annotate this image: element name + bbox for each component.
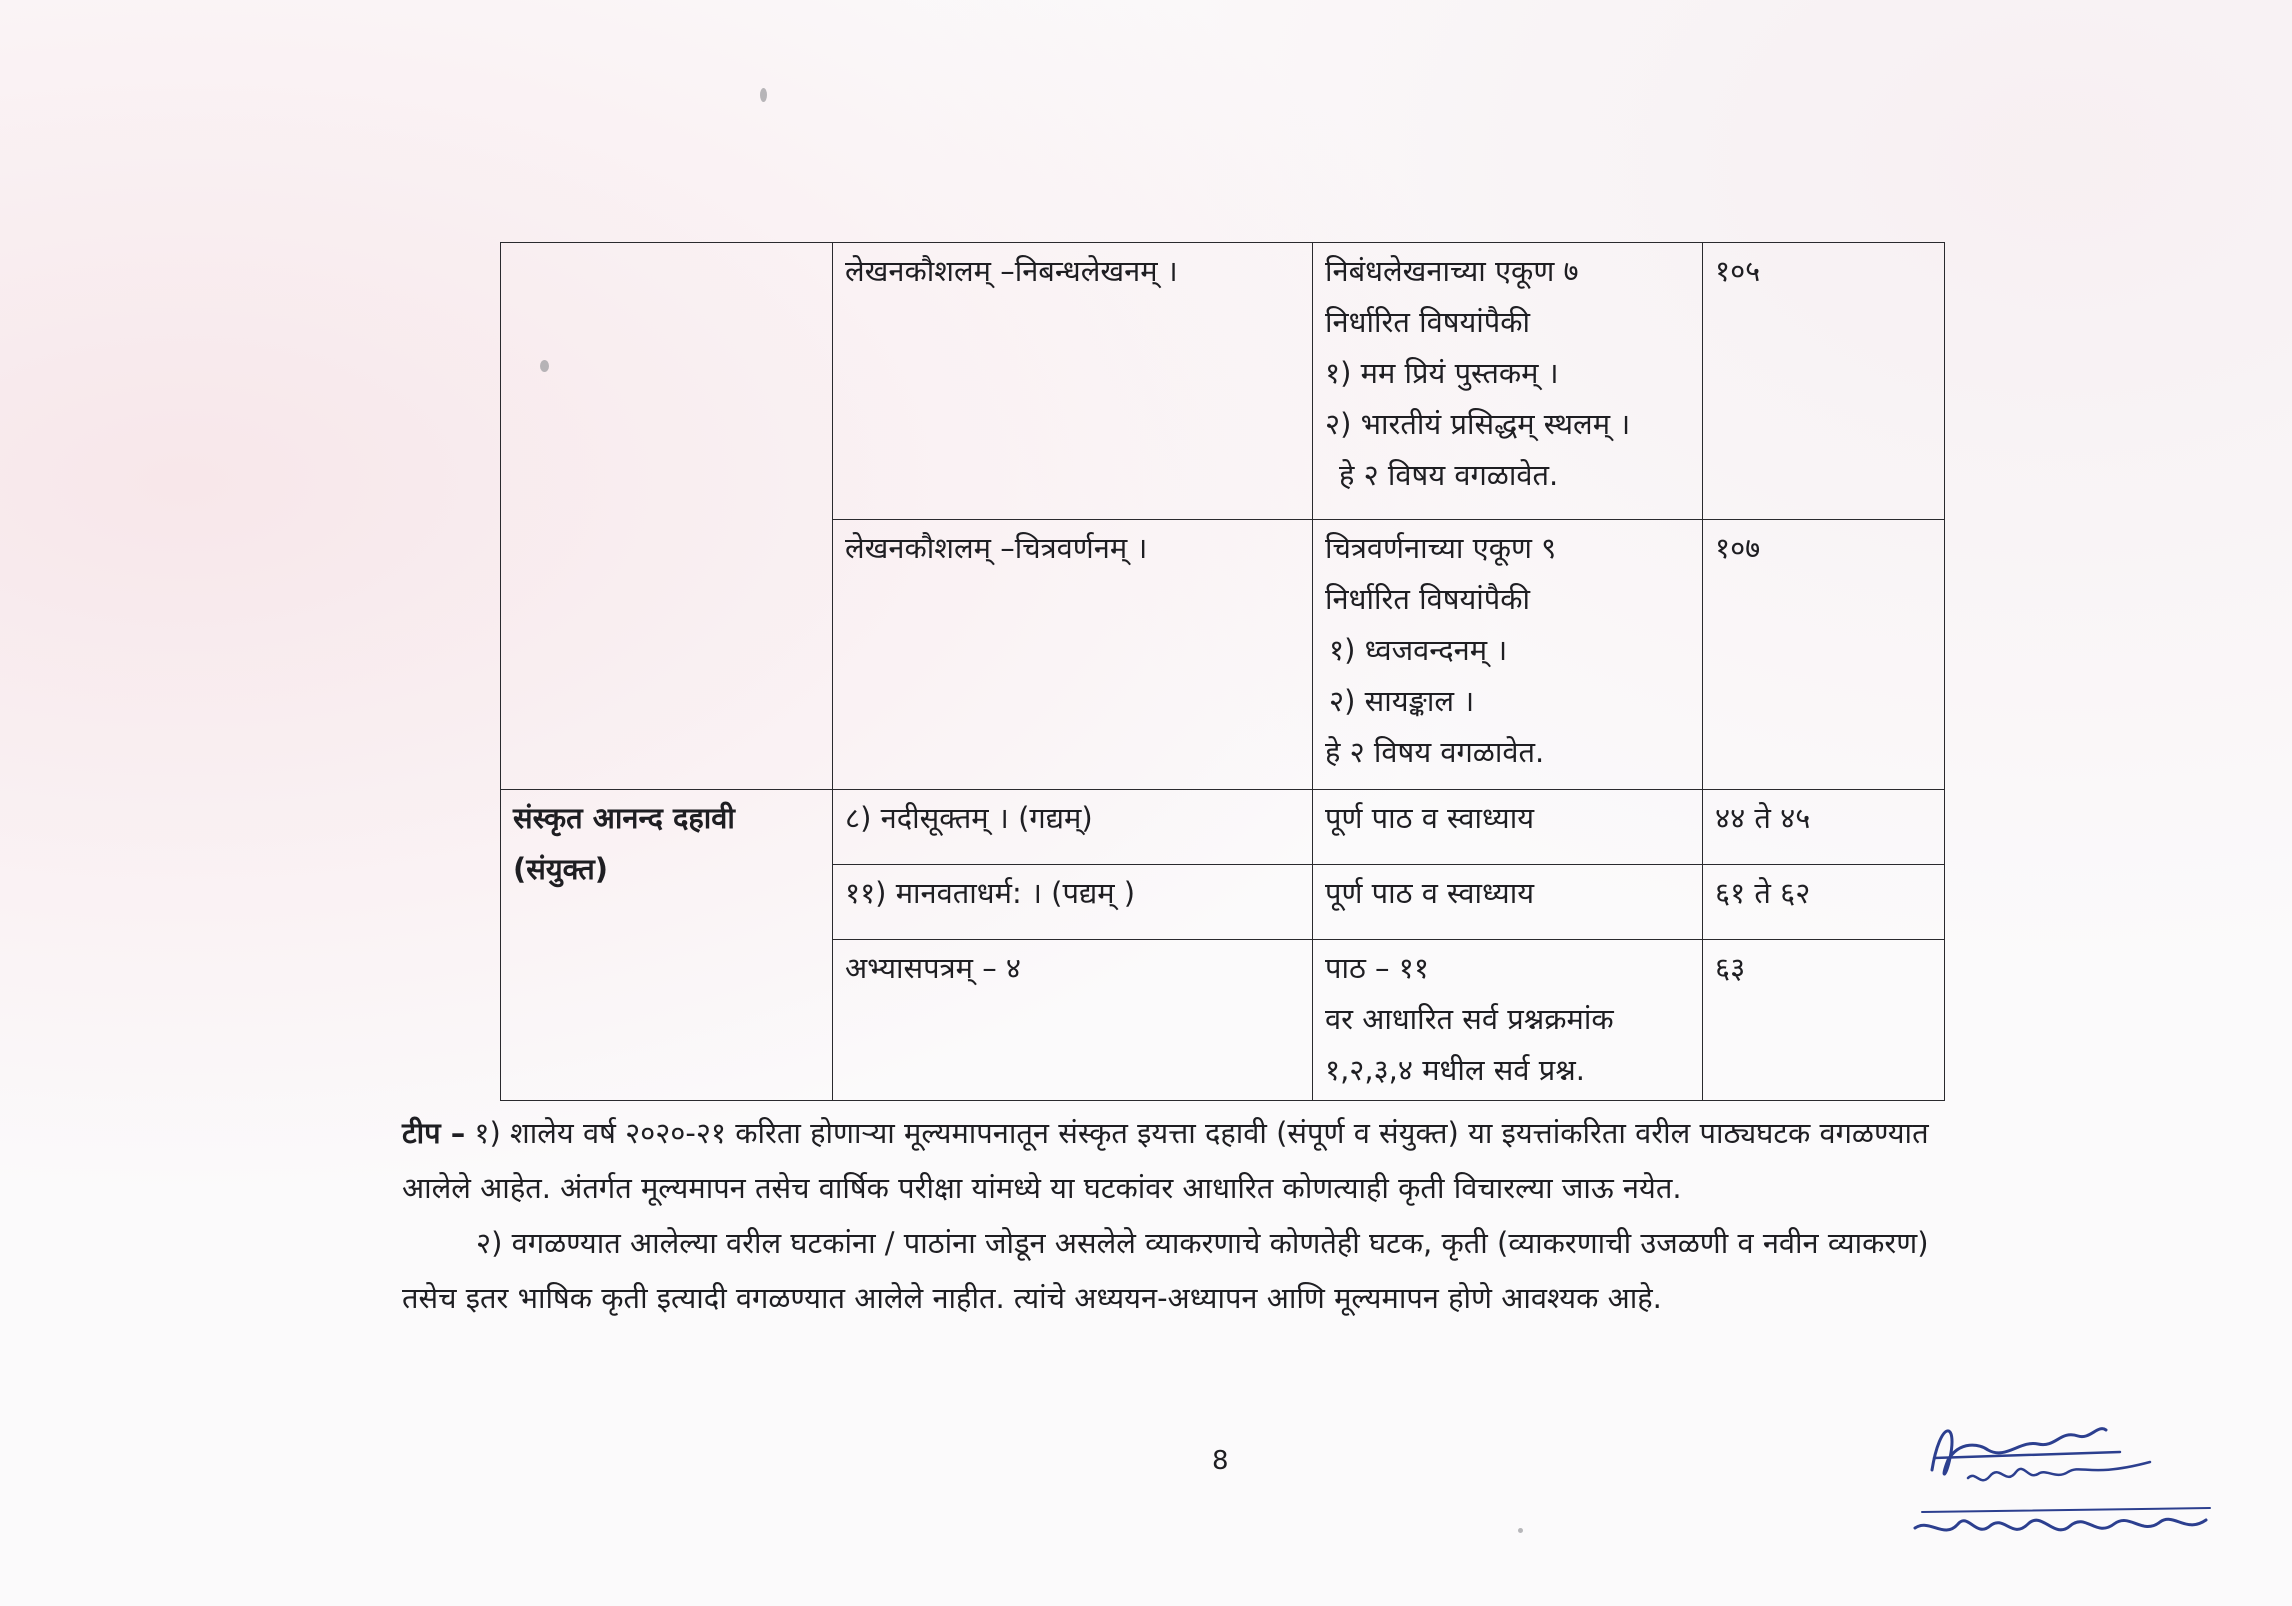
page-no-text: ६३ [1715,951,1746,985]
note-text: तसेच इतर भाषिक कृती इत्यादी वगळण्यात आलेले नाहीत. त्यांचे अध्ययन-अध्यापन आणि मूल्यमापन होणे आवश्यक आहे. [402,1281,1662,1315]
page-no-text: १०७ [1715,531,1761,565]
omitted-syllabus-table [500,242,1945,1101]
note-text: २) वगळण्यात आलेल्या वरील घटकांना / पाठांना जोडून असलेले व्याकरणाचे कोणतेही घटक, कृती (व्याकरणाची उजळणी व नवीन व्याकरण) [476,1226,1929,1260]
note-line [402,1216,2216,1271]
book-title-line: (संयुक्त) [513,852,609,886]
table-row [501,790,1945,865]
omitted-part-line: पूर्ण पाठ व स्वाध्याय [1325,876,1535,910]
omitted-part-line: १) मम प्रियं पुस्तकम् । [1325,356,1559,390]
omitted-part-cell [1313,940,1703,1101]
omitted-part-cell [1313,520,1703,790]
page-no-cell [1703,865,1945,940]
signature [1910,1400,2230,1580]
lesson-cell [833,940,1313,1101]
lesson-cell [833,790,1313,865]
page-no-cell [1703,940,1945,1101]
scan-speck [760,88,767,102]
page-no-cell [1703,520,1945,790]
omitted-part-cell [1313,790,1703,865]
lesson-cell [833,520,1313,790]
omitted-part-line: हे २ विषय वगळावेत. [1325,735,1545,769]
lesson-text: ८) नदीसूक्तम् । (गद्यम्) [845,801,1093,835]
page-no-text: १०५ [1715,254,1761,288]
omitted-part-cell [1313,865,1703,940]
omitted-part-line: २) सायङ्काल । [1329,684,1475,718]
page-no-cell [1703,243,1945,520]
lesson-cell [833,243,1313,520]
omitted-part-line: पूर्ण पाठ व स्वाध्याय [1325,801,1535,835]
omitted-part-line: हे २ विषय वगळावेत. [1339,458,1559,492]
lesson-text: अभ्यासपत्रम् – ४ [845,951,1021,985]
omitted-part-line: निबंधलेखनाच्या एकूण ७ [1325,254,1579,288]
page-no-text: ६१ ते ६२ [1715,876,1811,910]
omitted-part-line: वर आधारित सर्व प्रश्नक्रमांक [1325,1002,1614,1036]
book-cell [501,790,833,1101]
note-label: टीप – [402,1116,466,1150]
omitted-part-line: २) भारतीयं प्रसिद्धम् स्थलम् । [1325,407,1631,441]
omitted-part-cell [1313,243,1703,520]
omitted-part-line: पाठ – ११ [1325,951,1429,985]
omitted-part-line: १,२,३,४ मधील सर्व प्रश्न. [1325,1053,1585,1087]
lesson-cell [833,865,1313,940]
note-line [402,1161,2142,1216]
lesson-text: लेखनकौशलम् –चित्रवर्णनम् । [845,531,1148,565]
note-text: आलेले आहेत. अंतर्गत मूल्यमापन तसेच वार्षिक परीक्षा यांमध्ये या घटकांवर आधारित कोणत्याही कृती विचारल्या जाऊ नयेत. [402,1171,1682,1205]
book-title-line: संस्कृत आनन्द दहावी [513,801,735,835]
scan-speck [1518,1528,1523,1533]
lesson-text: ११) मानवताधर्म: । (पद्यम् ) [845,876,1136,910]
omitted-part-line: निर्धारित विषयांपैकी [1325,582,1531,616]
table-row [501,243,1945,520]
lesson-text: लेखनकौशलम् –निबन्धलेखनम् । [845,254,1178,288]
omitted-part-line: १) ध्वजवन्दनम् । [1329,633,1508,667]
page-number: 8 [1212,1446,1229,1476]
omitted-part-line: निर्धारित विषयांपैकी [1325,305,1531,339]
omitted-part-line: चित्रवर्णनाच्या एकूण ९ [1325,531,1557,565]
page-no-text: ४४ ते ४५ [1715,801,1811,835]
note-line [402,1106,2142,1161]
note-line [402,1271,2142,1326]
page-no-cell [1703,790,1945,865]
note-text: १) शालेय वर्ष २०२०-२१ करिता होणाऱ्या मूल्यमापनातून संस्कृत इयत्ता दहावी (संपूर्ण व संयुक्त) या इयत्तांकरिता वरील पाठ्यघटक वगळण्यात [474,1116,1929,1150]
book-cell [501,243,833,790]
